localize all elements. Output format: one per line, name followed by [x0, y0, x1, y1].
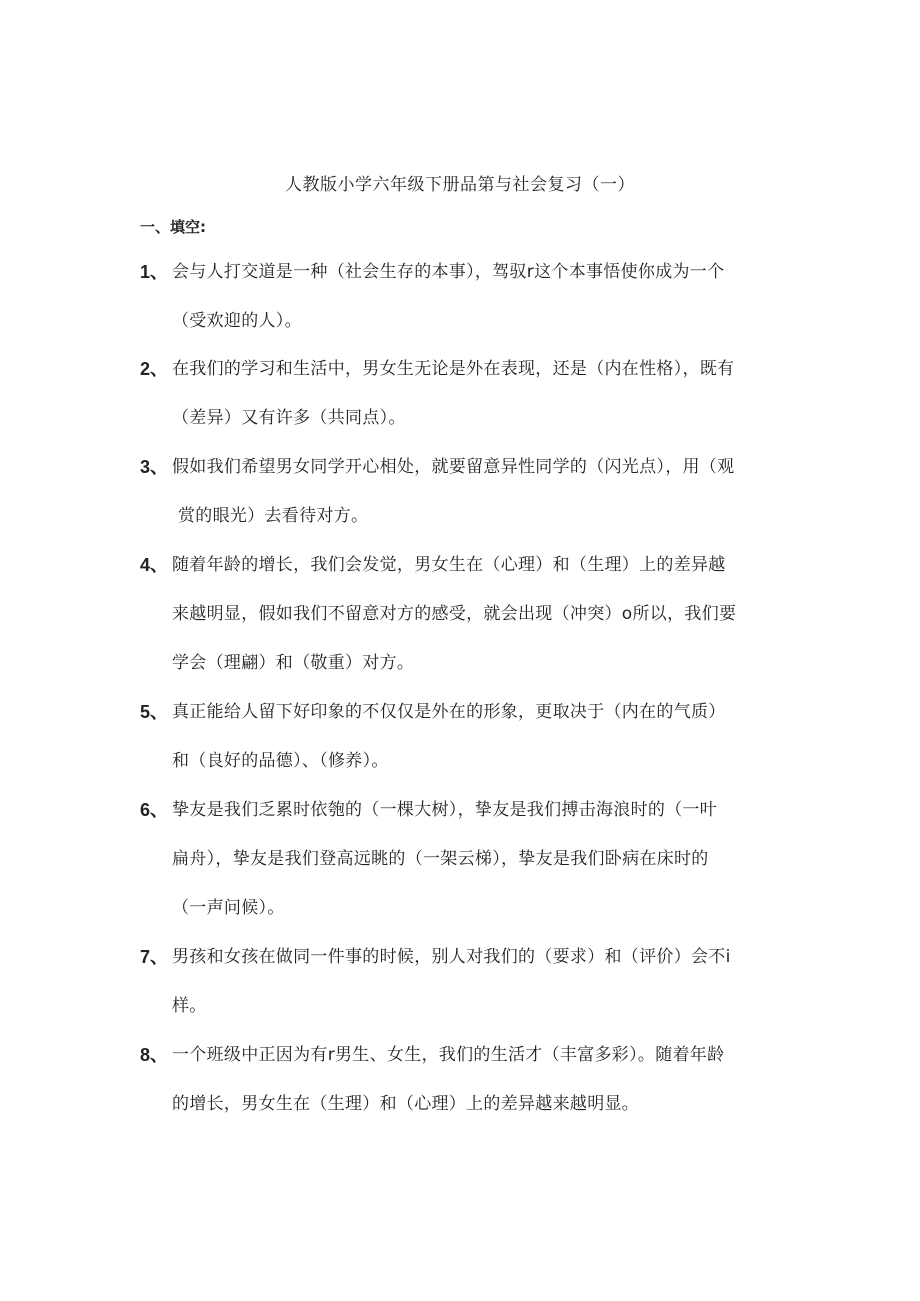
question-line: 赏的眼光）去看待对方。 [178, 506, 369, 526]
question-line: 和（良好的品德）、（修养）。 [172, 751, 389, 771]
question-2 [140, 345, 780, 443]
question-number: 2、 [140, 359, 169, 379]
question-number: 8、 [140, 1045, 169, 1065]
question-line: 来越明显，假如我们不留意对方的感受，就会出现（冲突）o所以，我们要 [172, 604, 737, 624]
document-title: 人教版小学六年级下册品第与社会复习（一） [285, 175, 635, 195]
question-line: 会与人打交道是一种（社会生存的本事），驾驭r这个本事悟使你成为一个 [172, 262, 725, 282]
question-line: 一个班级中正因为有r男生、女生，我们的生活才（丰富多彩）。随着年龄 [172, 1045, 725, 1065]
question-6 [140, 786, 780, 933]
question-1 [140, 248, 780, 346]
question-line: 学会（理翩）和（敬重）对方。 [172, 653, 415, 673]
question-line: 样。 [172, 996, 207, 1016]
question-line: 假如我们希望男女同学开心相处，就要留意异性同学的（闪光点），用（观 [172, 457, 735, 477]
question-line: 的增长，男女生在（生理）和（心理）上的差异越来越明显。 [172, 1094, 640, 1114]
question-number: 3、 [140, 457, 169, 477]
question-7 [140, 933, 780, 1031]
question-line: （差异）又有许多（共同点）。 [172, 408, 406, 428]
question-line: 随着年龄的增长，我们会发觉，男女生在（心理）和（生理）上的差异越 [172, 555, 726, 575]
question-4 [140, 541, 780, 688]
question-number: 6、 [140, 800, 169, 820]
question-line: （一声问候）。 [172, 898, 285, 918]
question-number: 4、 [140, 555, 169, 575]
question-line: （受欢迎的人）。 [172, 311, 302, 331]
section-heading: 一、填空: [140, 218, 206, 236]
question-line: 在我们的学习和生活中，男女生无论是外在表现，还是（内在性格），既有 [172, 359, 735, 379]
question-line: 真正能给人留下好印象的不仅仅是外在的形象，更取决于（内在的气质） [172, 702, 726, 722]
question-3 [140, 443, 780, 541]
question-number: 1、 [140, 262, 169, 282]
question-line: 男孩和女孩在做同一件事的时候，别人对我们的（要求）和（评价）会不i [172, 947, 731, 967]
question-8 [140, 1031, 780, 1129]
question-5 [140, 688, 780, 786]
question-number: 7、 [140, 947, 169, 967]
question-number: 5、 [140, 702, 169, 722]
question-line: 挚友是我们乏累时依匏的（一棵大树），挚友是我们搏击海浪时的（一叶 [172, 800, 718, 820]
question-line: 扁舟），挚友是我们登高远眺的（一架云梯），挚友是我们卧病在床时的 [172, 849, 709, 869]
